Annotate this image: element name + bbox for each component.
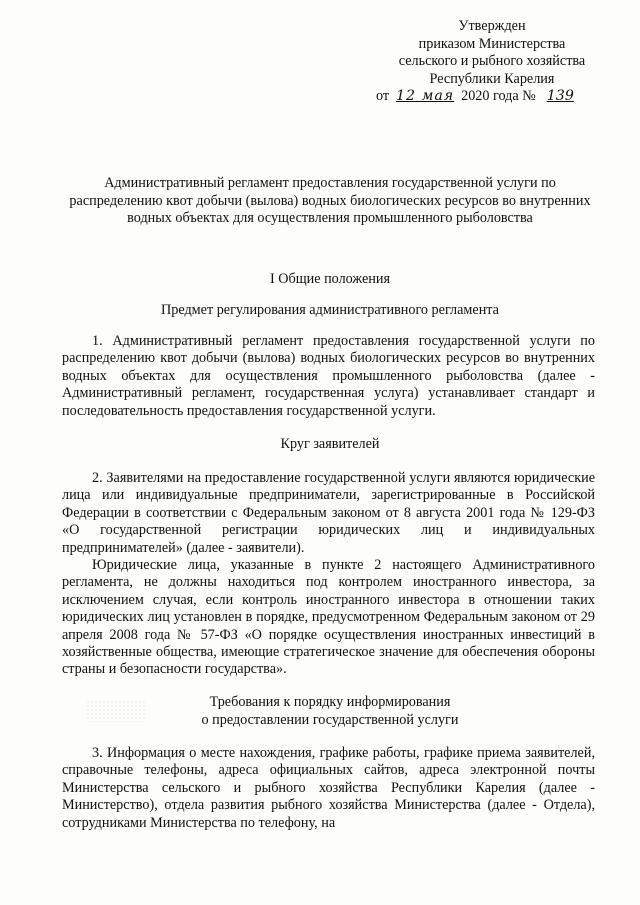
order-date-number-line xyxy=(372,88,612,106)
section-heading-applicants: Круг заявителей xyxy=(280,436,380,452)
paragraph-4: 3. Информация о месте нахождения, графике работы, графике приема заявителей, справочные телефоны, адреса официальных сайтов, адреса электронной почты Министерства сельского и рыбного хозяйства Республики Карелия (далее - Министерство), отдела развития рыбного хозяйства Министерства (далее - Отдела), сотрудниками Министерства по телефону, на xyxy=(62,745,595,831)
approval-line-2: приказом Министерства xyxy=(418,35,566,52)
approval-line-1: Утвержден xyxy=(458,18,526,34)
section-heading-informing-2: о предоставлении государственной услуги xyxy=(201,712,459,728)
section-heading-general: I Общие положения xyxy=(269,271,391,287)
approval-line-4: Республики Карелия xyxy=(429,70,555,87)
handwritten-order-number: 139 xyxy=(546,88,574,104)
subheading-regulation-subject: Предмет регулирования административного регламента xyxy=(161,302,499,318)
document-title: Административный регламент предоставления государственной услуги по распределению квот добычи (вылова) водных биологических ресурсов во внутренних водных объектах для осуществления промышленного рыболовства xyxy=(69,175,591,226)
paragraph-3: Юридические лица, указанные в пункте 2 настоящего Административного регламента, не должны находиться под контролем иностранного инвестора, за исключением случая, если контроль иностранного инвестора в отношении таких юридических лиц установлен в порядке, предусмотренном Федеральным законом от 29 апреля 2008 года № 57-ФЗ «О порядке осуществления иностранных инвестиций в хозяйственные общества, имеющие стратегическое значение для обеспечения обороны страны и безопасности государства». xyxy=(62,557,595,678)
approval-line-3: сельского и рыбного хозяйства xyxy=(398,53,586,69)
paragraph-1: 1. Административный регламент предоставления государственной услуги по распределению квот добычи (вылова) водных биологических ресурсов во внутренних водных объектах для осуществления промышленного рыболовства (далее - Административный регламент, государственная услуга) устанавливает стандарт и последовательность предоставления государственной услуги. xyxy=(62,333,595,419)
order-year-text: 2020 года № xyxy=(461,88,536,104)
paragraph-2: 2. Заявителями на предоставление государственной услуги являются юридические лица или индивидуальные предприниматели, зарегистрированные в Российской Федерации в соответствии с Федеральным законом от 8 августа 2001 года № 129-ФЗ «О государственной регистрации юридических лиц и индивидуальных предпринимателей» (далее - заявители). xyxy=(62,470,595,556)
handwritten-date: 12 мая xyxy=(396,88,455,104)
approval-block xyxy=(372,18,612,106)
section-heading-informing-1: Требования к порядку информирования xyxy=(209,694,451,710)
order-prefix: от xyxy=(376,88,390,104)
